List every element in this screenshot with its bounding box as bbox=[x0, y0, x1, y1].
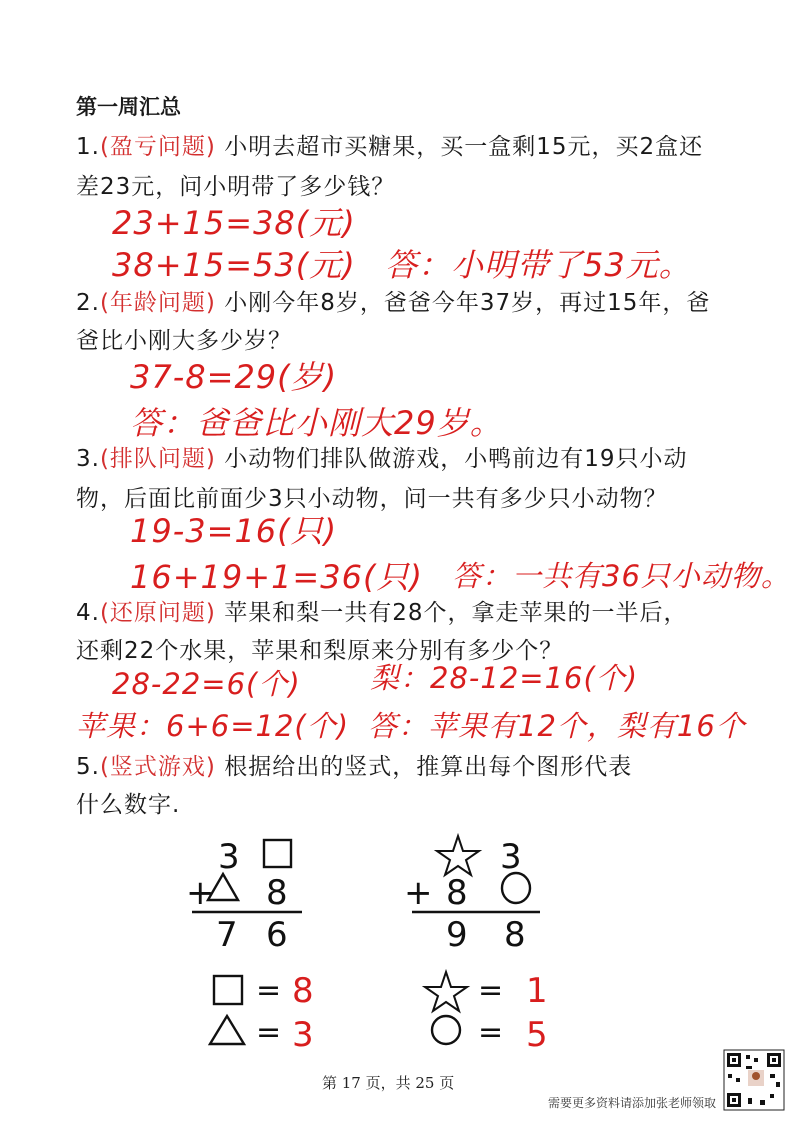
page-number: 第 17 页，共 25 页 bbox=[322, 1074, 455, 1092]
handwritten-answer: 28-22=6(个) bbox=[112, 667, 301, 701]
question-category: (盈亏问题) bbox=[99, 134, 216, 160]
puzzle-digit: 3 bbox=[218, 837, 240, 877]
question-number: 3. bbox=[76, 446, 100, 472]
question-text: 小明去超市买糖果，买一盒剩15元，买2盒还 bbox=[224, 134, 704, 160]
question-text: 小动物们排队做游戏，小鸭前边有19只小动 bbox=[224, 446, 688, 472]
star-icon bbox=[437, 836, 479, 875]
puzzle-right bbox=[404, 836, 548, 1055]
question-number: 5. bbox=[76, 754, 100, 780]
handwritten-answer: 苹果：6+6=12(个) bbox=[76, 709, 350, 743]
question-number: 1. bbox=[76, 134, 100, 160]
plus-sign: + bbox=[186, 873, 215, 913]
circle-icon bbox=[432, 1016, 460, 1044]
qr-code bbox=[724, 1050, 784, 1110]
handwritten-answer: 梨：28-12=16(个) bbox=[370, 661, 639, 695]
handwritten-answer: 38+15=53(元) bbox=[112, 246, 356, 284]
puzzle-digit: 3 bbox=[500, 837, 522, 877]
puzzle-digit: 9 bbox=[446, 915, 468, 955]
triangle-icon bbox=[210, 1016, 244, 1044]
equals-sign: = bbox=[478, 1015, 504, 1050]
puzzle-digit: 7 bbox=[216, 915, 238, 955]
question-text: 根据给出的竖式，推算出每个图形代表 bbox=[224, 754, 633, 780]
question-text: 苹果和梨一共有28个，拿走苹果的一半后， bbox=[224, 600, 688, 626]
handwritten-answer-statement: 答：爸爸比小刚大29岁。 bbox=[130, 404, 503, 442]
puzzle-digit: 8 bbox=[504, 915, 526, 955]
equals-sign: = bbox=[256, 1015, 282, 1050]
equals-sign: = bbox=[256, 973, 282, 1008]
square-icon bbox=[264, 840, 291, 867]
promo-text: 需要更多资料请添加张老师领取 bbox=[548, 1096, 717, 1110]
question-2-line-2: 爸比小刚大多少岁？ bbox=[76, 328, 292, 354]
page-title: 第一周汇总 bbox=[76, 95, 181, 119]
puzzle-digit: 8 bbox=[266, 873, 288, 913]
handwritten-answer-value: 1 bbox=[526, 971, 548, 1011]
question-category: (排队问题) bbox=[99, 446, 216, 472]
puzzle-left bbox=[186, 837, 314, 1055]
puzzle-digit: 6 bbox=[266, 915, 288, 955]
handwritten-answer: 16+19+1=36(只) bbox=[130, 558, 423, 596]
handwritten-answer-value: 3 bbox=[292, 1015, 314, 1055]
question-category: (还原问题) bbox=[99, 600, 216, 626]
plus-sign: + bbox=[404, 873, 433, 913]
question-category: (竖式游戏) bbox=[99, 754, 216, 780]
star-icon bbox=[425, 972, 467, 1011]
handwritten-answer-statement: 答：一共有36只小动物。 bbox=[452, 559, 791, 593]
handwritten-answer: 23+15=38(元) bbox=[112, 204, 356, 242]
question-4-line-2: 还剩22个水果，苹果和梨原来分别有多少个？ bbox=[76, 638, 564, 664]
puzzle-digit: 8 bbox=[446, 873, 468, 913]
handwritten-answer-statement: 答：小明带了53元。 bbox=[385, 246, 692, 284]
question-number: 2. bbox=[76, 290, 100, 316]
handwritten-answer-statement: 答：苹果有12个，梨有16个 bbox=[368, 709, 746, 743]
handwritten-answer: 19-3=16(只) bbox=[130, 512, 338, 550]
handwritten-answer-value: 5 bbox=[526, 1015, 548, 1055]
square-icon bbox=[214, 976, 242, 1004]
question-category: (年龄问题) bbox=[99, 290, 216, 316]
question-1-line-2: 差23元，问小明带了多少钱？ bbox=[76, 174, 396, 200]
question-text: 小刚今年8岁，爸爸今年37岁，再过15年，爸 bbox=[224, 290, 711, 316]
question-5-line-2: 什么数字. bbox=[76, 792, 181, 818]
equals-sign: = bbox=[478, 973, 504, 1008]
question-3-line-2: 物，后面比前面少3只小动物，问一共有多少只小动物？ bbox=[76, 486, 668, 512]
handwritten-answer: 37-8=29(岁) bbox=[130, 358, 338, 396]
question-number: 4. bbox=[76, 600, 100, 626]
circle-icon bbox=[502, 873, 530, 903]
handwritten-answer-value: 8 bbox=[292, 971, 314, 1011]
